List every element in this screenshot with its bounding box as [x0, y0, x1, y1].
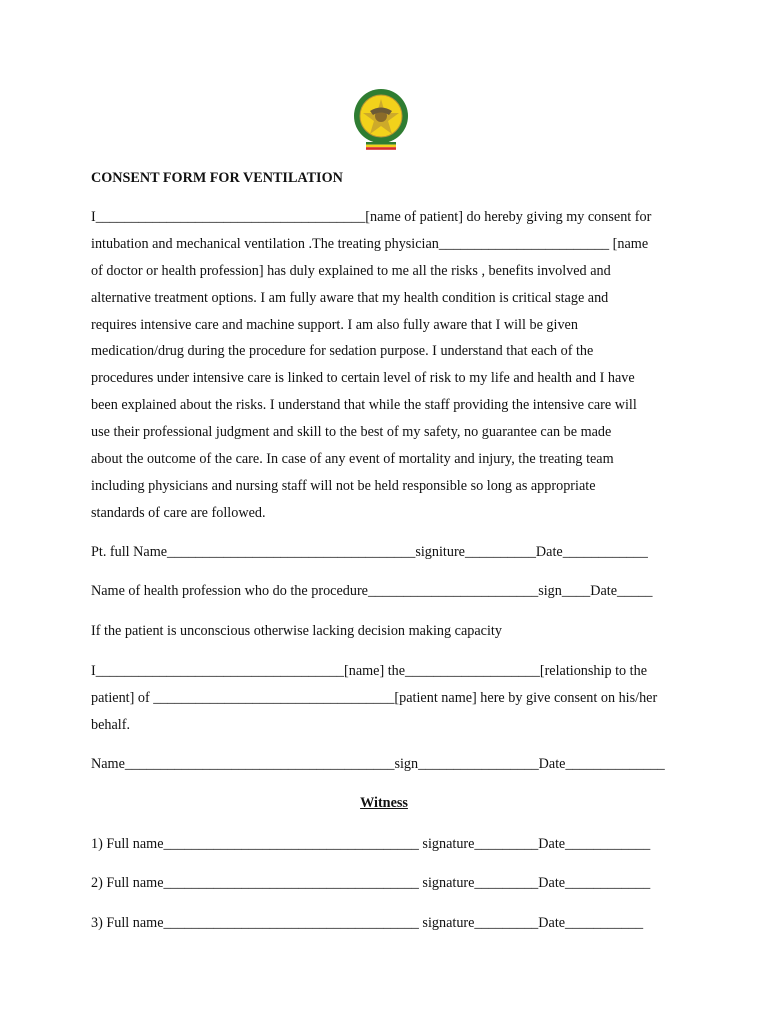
form-title: CONSENT FORM FOR VENTILATION — [91, 170, 343, 186]
consent-text-line: been explained about the risks. I understand that while the staff providing the intensive care will — [91, 397, 637, 413]
consent-text-line: including physicians and nursing staff will not be held responsible so long as appropriate — [91, 478, 596, 494]
consent-text-line: alternative treatment options. I am fully aware that my health condition is critical stage and — [91, 290, 609, 306]
proxy-signature-line: Name______________________________________sign_________________Date______________ — [91, 756, 665, 772]
proxy-consent-line: behalf. — [91, 717, 130, 733]
consent-text-line: use their professional judgment and skill to the best of my safety, no guarantee can be made — [91, 424, 612, 440]
proxy-consent-line: I___________________________________[name] the___________________[relationship to the — [91, 663, 648, 679]
proxy-consent-line: patient] of __________________________________[patient name] here by give consent on his/her — [91, 690, 658, 706]
provider-signature-line: Name of health profession who do the procedure________________________sign____Date_____ — [91, 583, 653, 599]
consent-text-line: standards of care are followed. — [91, 505, 266, 521]
witness-line: 3) Full name____________________________________ signature_________Date___________ — [91, 915, 644, 931]
consent-text-line: medication/drug during the procedure for sedation purpose. I understand that each of the — [91, 343, 594, 359]
consent-text-line: intubation and mechanical ventilation .The treating physician________________________ [name — [91, 236, 649, 252]
patient-signature-line: Pt. full Name___________________________________signiture__________Date____________ — [91, 544, 648, 560]
consent-text-line: requires intensive care and machine support. I am also fully aware that I will be given — [91, 317, 578, 333]
consent-text-line: procedures under intensive care is linked to certain level of risk to my life and health and I have — [91, 370, 635, 386]
emblem-logo — [352, 86, 410, 150]
consent-text-line: I______________________________________[name of patient] do hereby giving my consent for — [91, 209, 652, 225]
consent-text-line: about the outcome of the care. In case of any event of mortality and injury, the treating team — [91, 451, 614, 467]
witness-line: 2) Full name____________________________________ signature_________Date____________ — [91, 875, 651, 891]
consent-text-line: of doctor or health profession] has duly explained to me all the risks , benefits involved and — [91, 263, 611, 279]
witness-heading: Witness — [360, 795, 408, 811]
unconscious-patient-note: If the patient is unconscious otherwise lacking decision making capacity — [91, 623, 502, 639]
witness-line: 1) Full name____________________________________ signature_________Date____________ — [91, 836, 651, 852]
